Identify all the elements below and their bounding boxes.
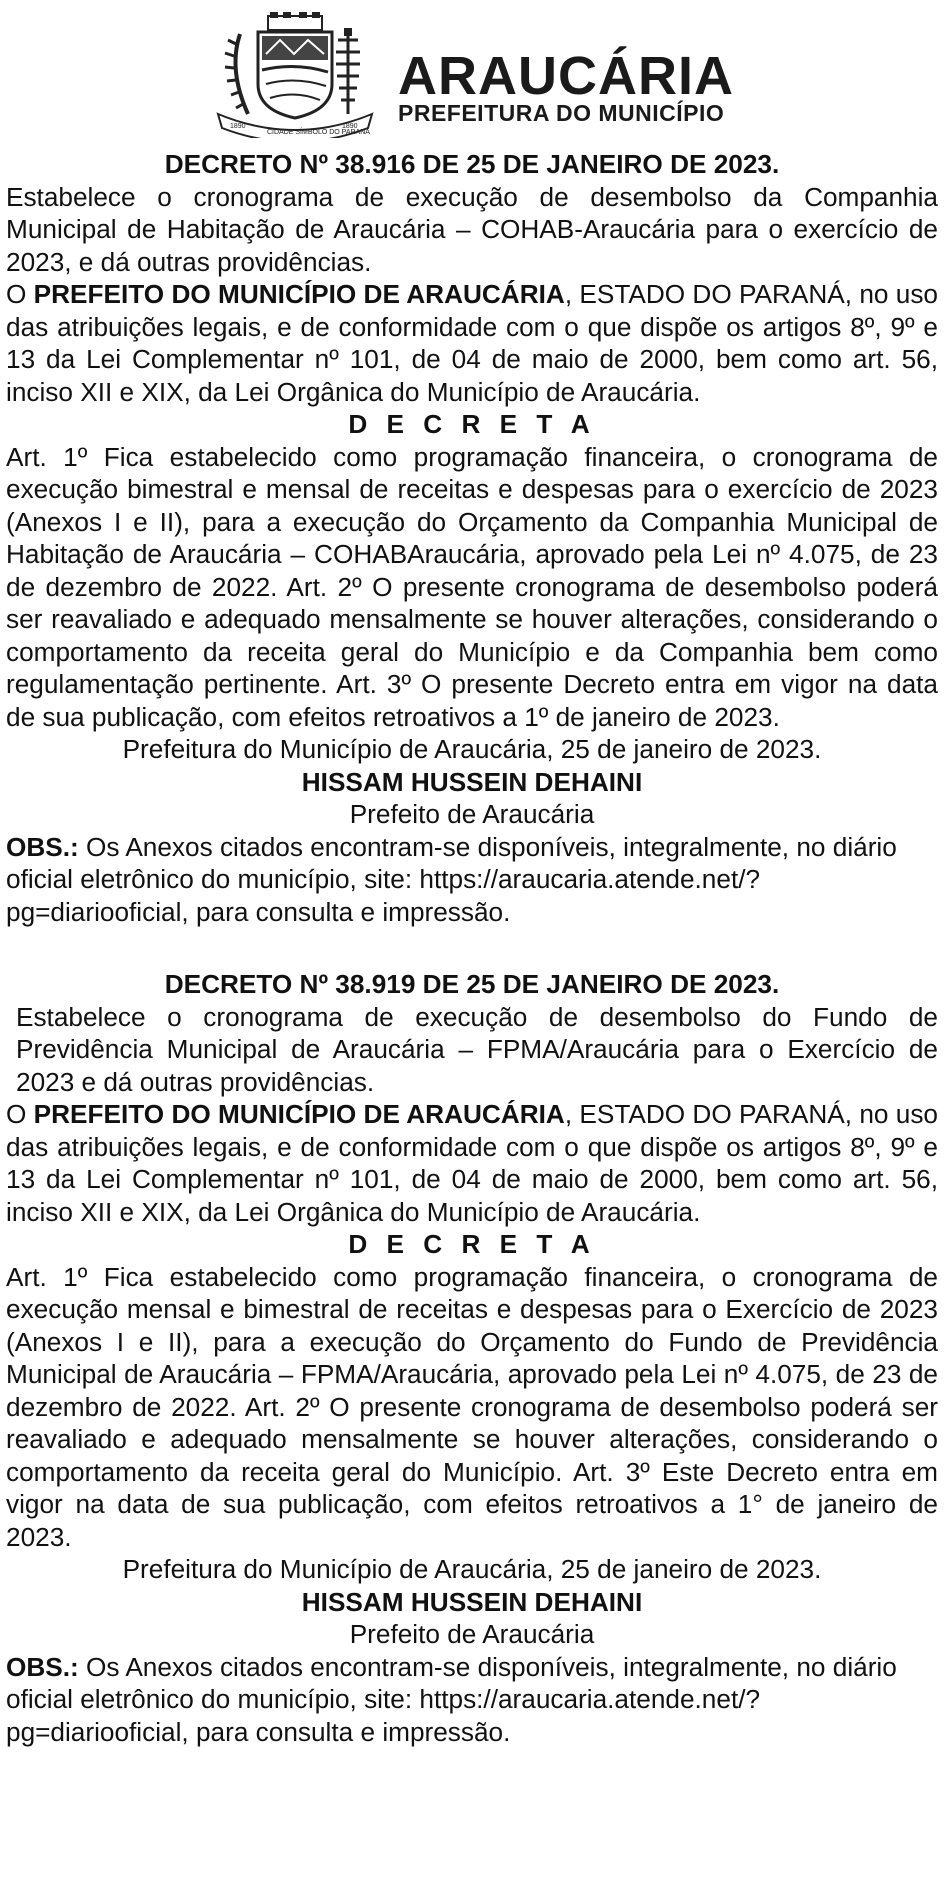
preamble-start: O <box>6 1099 34 1129</box>
decreta-heading: D E C R E T A <box>348 409 596 439</box>
obs-note <box>6 831 938 929</box>
decree-body: Art. 1º Fica estabelecido como programação financeira, o cronograma de execução mensal e bimestral de receitas e despesas para o Exercício de 2023 (Anexos I e II), para a execução do Orçamento do Fundo de Previdência Municipal de Araucária – FPMA/Araucária, aprovado pela Lei nº 4.075, de 23 de dezembro de 2022. Art. 2º O presente cronograma de desembolso poderá ser reavaliado e adequado mensalmente se houver alterações, considerando o comportamento da receita geral do Município. Art. 3º Este Decreto entra em vigor na data de sua publicação, com efeitos retroativos a 1° de janeiro de 2023. <box>6 1261 938 1552</box>
decree-preamble <box>6 1098 938 1228</box>
obs-text: Os Anexos citados encontram-se disponíveis, integralmente, no diário oficial eletrônico do município, site: https://araucaria.atende.net/?pg=diariooficial, para consulta e impressão. <box>6 1651 897 1747</box>
preamble-rest: , ESTADO DO PARANÁ, no uso das atribuições legais, e de conformidade com o que dispõe os artigos 8º, 9º e 13 da Lei Complementar nº 101, de 04 de maio de 2000, bem como art. 56, inciso XII e XIX, da Lei Orgânica do Município de Araucária. <box>6 279 938 407</box>
city-subtitle: PREFEITURA DO MUNICÍPIO <box>398 100 725 126</box>
preamble-start: O <box>6 279 34 309</box>
preamble-bold: PREFEITO DO MUNICÍPIO DE ARAUCÁRIA <box>33 279 565 309</box>
decree-preamble <box>6 278 938 408</box>
brand-block <box>398 46 734 126</box>
decree-body: Art. 1º Fica estabelecido como programação financeira, o cronograma de execução bimestral e mensal de receitas e despesas para o exercício de 2023 (Anexos I e II), para a execução do Orçamento da Companhia Municipal de Habitação de Araucária – COHABAraucária, aprovado pela Lei nº 4.075, de 23 de dezembro de 2022. Art. 2º O presente cronograma de desembolso poderá ser reavaliado e adequado mensalmente se houver alterações, considerando o comportamento da receita geral do Município e da Companhia bem como regulamentação pertinente. Art. 3º O presente Decreto entra em vigor na data de sua publicação, com efeitos retroativos a 1º de janeiro de 2023. <box>6 441 938 732</box>
obs-label: OBS.: <box>6 831 79 862</box>
crest-motto: CIDADE SÍMBOLO DO PARANÁ <box>267 129 370 136</box>
signer-role: Prefeito de Araucária <box>349 1619 595 1649</box>
decree-ementa: Estabelece o cronograma de execução de desembolso da Companhia Municipal de Habitação de Araucária – COHAB-Araucária para o exercício de 2023, e dá outras providências. <box>6 181 938 277</box>
decree-2 <box>6 968 938 1748</box>
decree-title: DECRETO Nº 38.919 DE 25 DE JANEIRO DE 2023. <box>164 969 780 999</box>
preamble-bold: PREFEITO DO MUNICÍPIO DE ARAUCÁRIA <box>33 1099 565 1129</box>
decree-title: DECRETO Nº 38.916 DE 25 DE JANEIRO DE 2023. <box>164 149 780 179</box>
obs-note <box>6 1651 938 1749</box>
signer-name: HISSAM HUSSEIN DEHAINI <box>301 1586 643 1617</box>
crest-year-right: 1890 <box>342 123 358 130</box>
letterhead <box>6 0 938 144</box>
crest-year-left: 1890 <box>230 123 246 130</box>
signer-name: HISSAM HUSSEIN DEHAINI <box>301 766 643 797</box>
municipal-coat-of-arms-icon <box>210 10 380 138</box>
obs-label: OBS.: <box>6 1651 79 1682</box>
city-name: ARAUCÁRIA <box>398 46 734 106</box>
place-date: Prefeitura do Município de Araucária, 25 de janeiro de 2023. <box>122 1554 822 1584</box>
decree-ementa: Estabelece o cronograma de execução de desembolso do Fundo de Previdência Municipal de Araucária – FPMA/Araucária para o Exercício de 2023 e dá outras providências. <box>16 1001 938 1097</box>
decreta-heading: D E C R E T A <box>348 1229 596 1259</box>
obs-text: Os Anexos citados encontram-se disponíveis, integralmente, no diário oficial eletrônico do município, site: https://araucaria.atende.net/?pg=diariooficial, para consulta e impressão. <box>6 831 897 927</box>
section-spacer <box>6 928 938 964</box>
signer-role: Prefeito de Araucária <box>349 799 595 829</box>
decree-1 <box>6 148 938 928</box>
place-date: Prefeitura do Município de Araucária, 25 de janeiro de 2023. <box>122 734 822 764</box>
preamble-rest: , ESTADO DO PARANÁ, no uso das atribuições legais, e de conformidade com o que dispõe os artigos 8º, 9º e 13 da Lei Complementar nº 101, de 04 de maio de 2000, bem como art. 56, inciso XII e XIX, da Lei Orgânica do Município de Araucária. <box>6 1099 938 1227</box>
